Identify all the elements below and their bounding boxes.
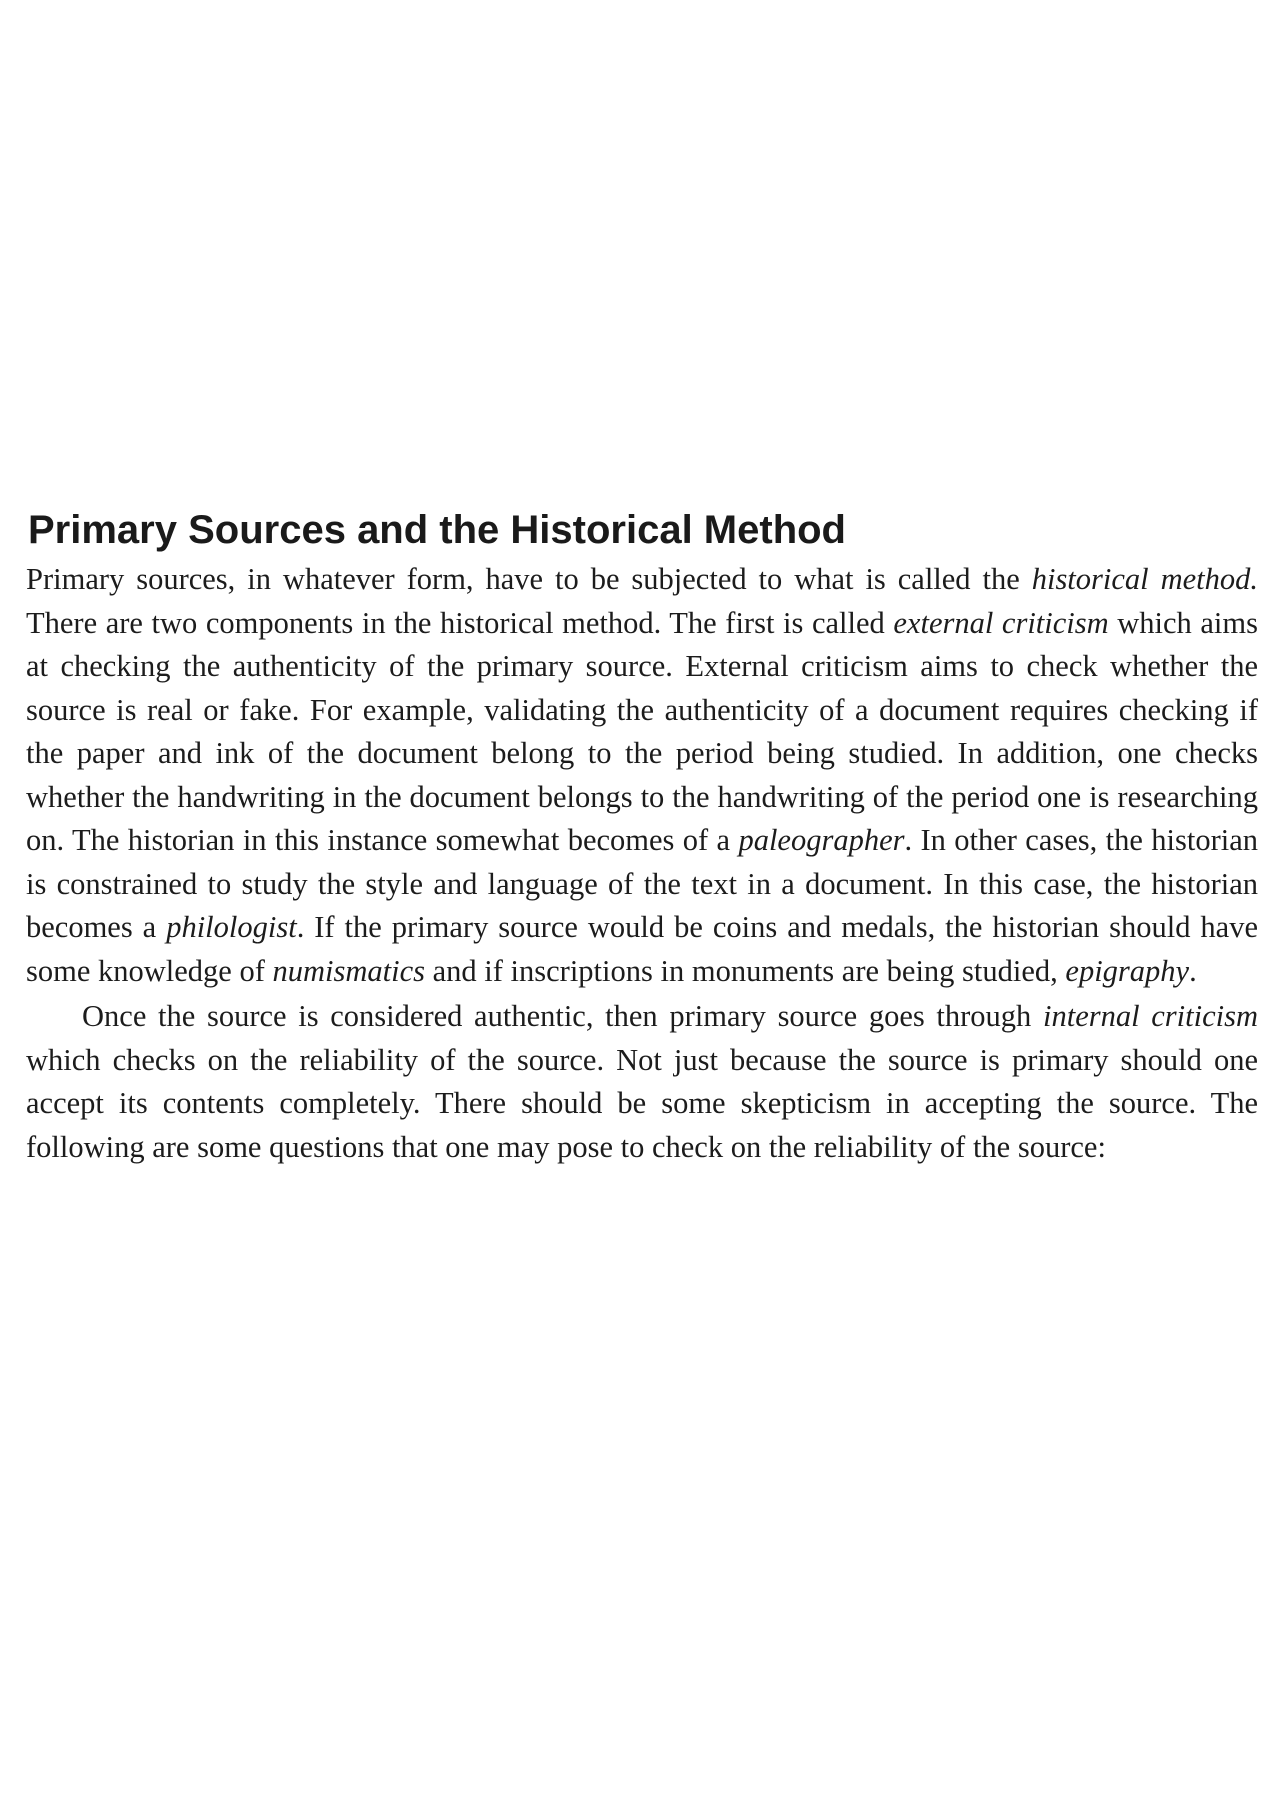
paragraph-text: There are two components in the historical method. The first is called xyxy=(26,605,894,640)
paragraph-text: and if inscriptions in monuments are being studied, xyxy=(425,953,1066,988)
paragraph-historical-method xyxy=(26,558,1258,993)
paragraph-text: . In other cases, the historian is constrained to study the style and language of the text in a document. In this case, the historian becomes a xyxy=(26,823,1259,944)
paragraph-text: Primary sources, in whatever form, have to be subjected to what is called the xyxy=(26,562,1032,596)
term-philologist: philologist xyxy=(166,910,297,944)
term-internal-criticism: internal criticism xyxy=(1043,999,1258,1033)
paragraph-text: which aims at checking the authenticity of the primary source. External criticism aims to check whether the source is real or fake. For example, validating the authenticity of a document requires checking if the paper and ink of the document belong to the period being studied. In addition, one checks whether the handwriting in the document belongs to the handwriting of the period one is researching on. The historian in this instance somewhat becomes of a xyxy=(26,605,1258,857)
text-block xyxy=(26,508,1258,1169)
paragraph-text: Once the source is considered authentic, then primary source goes through xyxy=(82,999,1043,1033)
paragraph-text: . xyxy=(1189,953,1197,988)
term-epigraphy: epigraphy xyxy=(1065,953,1190,988)
paragraph-internal-criticism xyxy=(26,995,1258,1169)
paragraph-text: . If the primary source would be coins and medals, the historian should have some knowledge of xyxy=(26,910,1258,988)
term-numismatics: numismatics xyxy=(272,953,425,988)
section-heading: Primary Sources and the Historical Method xyxy=(28,508,846,552)
paragraph-text: which checks on the reliability of the source. Not just because the source is primary should one accept its contents completely. There should be some skepticism in accepting the source. The following are some questions that one may pose to check on the reliability of the source: xyxy=(26,1042,1258,1164)
term-external-criticism: external criticism xyxy=(893,605,1109,640)
term-paleographer: paleographer xyxy=(738,823,905,857)
term-historical-method: historical method. xyxy=(1031,562,1258,596)
